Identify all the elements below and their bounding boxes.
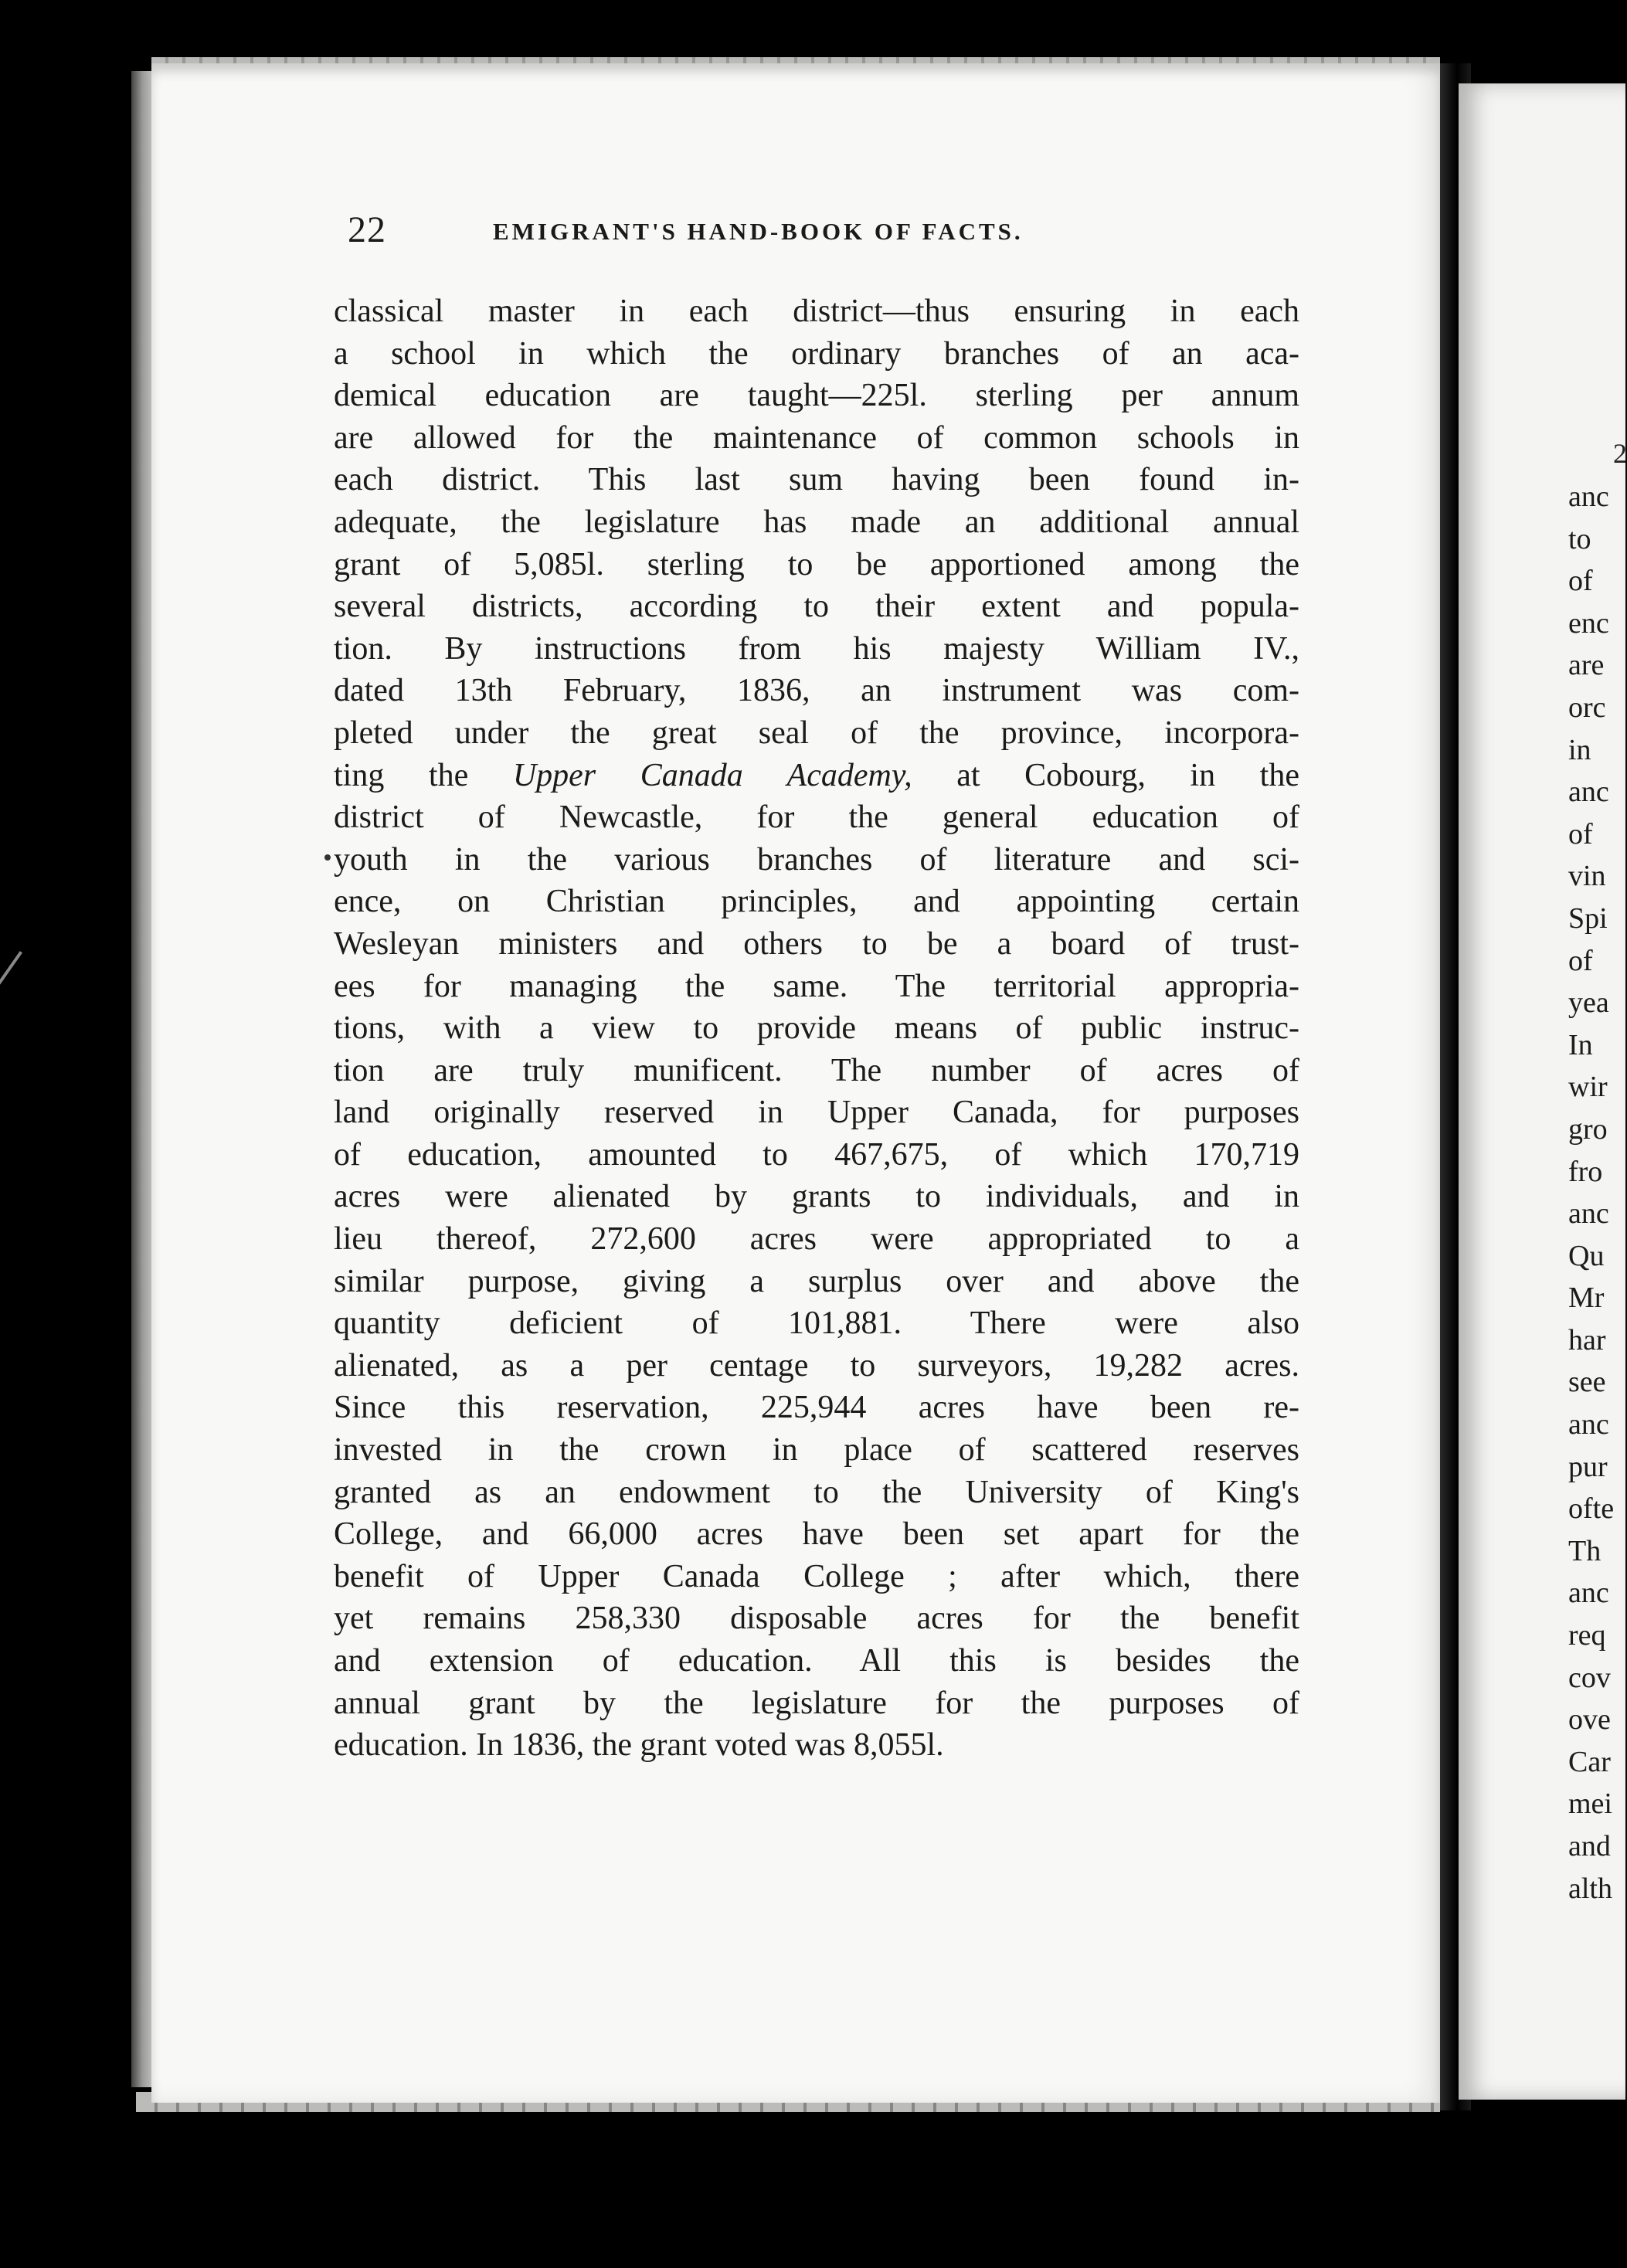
facing-page-line: in — [1568, 733, 1591, 766]
text-line: grant of 5,085l. sterling to be apportioned among the — [334, 546, 1299, 582]
text-line: yet remains 258,330 disposable acres for the benefit — [334, 1601, 1299, 1637]
text-line: of education, amounted to 467,675, of which 170,719 — [334, 1136, 1299, 1173]
facing-page-line: see — [1568, 1366, 1606, 1399]
text-line: granted as an endowment to the University of King's — [334, 1474, 1299, 1510]
facing-page-line: har — [1568, 1323, 1606, 1356]
text-line: demical education are taught—225l. sterling per annum — [334, 378, 1299, 414]
text-line: education. In 1836, the grant voted was 8,055l. — [334, 1727, 944, 1764]
facing-page-line: yea — [1568, 986, 1609, 1020]
text-line: each district. This last sum having been found in- — [334, 462, 1299, 498]
text-line: annual grant by the legislature for the purposes of — [334, 1685, 1299, 1721]
facing-page-line: alth — [1568, 1872, 1612, 1905]
text-line: acres were alienated by grants to individuals, and in — [334, 1179, 1299, 1215]
text-line: quantity deficient of 101,881. There were also — [334, 1305, 1299, 1342]
facing-page-line: anc — [1568, 776, 1609, 809]
facing-page-line: anc — [1568, 1408, 1609, 1441]
text-line: a school in which the ordinary branches of an aca- — [334, 335, 1299, 372]
text-line: tion are truly munificent. The number of acres of — [334, 1052, 1299, 1088]
text-line: Since this reservation, 225,944 acres have been re- — [334, 1390, 1299, 1426]
facing-page-line: vin — [1568, 860, 1606, 893]
facing-page-line: and — [1568, 1830, 1611, 1862]
text-line: ees for managing the same. The territorial appropria- — [334, 968, 1299, 1004]
text-line: benefit of Upper Canada College ; after which, there — [334, 1558, 1299, 1594]
italic-title: Upper Canada Academy, — [512, 757, 912, 793]
text-line: ence, on Christian principles, and appointing certain — [334, 884, 1299, 920]
facing-page-line: wir — [1568, 1071, 1608, 1104]
facing-page-line: of — [1568, 565, 1593, 598]
facing-page-line: pur — [1568, 1450, 1608, 1483]
text-line: invested in the crown in place of scattered reserves — [334, 1432, 1299, 1468]
margin-dot — [324, 854, 331, 861]
facing-page-line: Qu — [1568, 1239, 1605, 1272]
text-line: ting the Upper Canada Academy, at Cobourg, in the — [334, 757, 1299, 793]
facing-page-line: enc — [1568, 606, 1609, 640]
facing-page-line: are — [1568, 649, 1605, 682]
facing-page-line: fro — [1568, 1155, 1603, 1188]
text-line: College, and 66,000 acres have been set apart for the — [334, 1516, 1299, 1553]
text-line: several districts, according to their extent and popula- — [334, 589, 1299, 625]
facing-page-line: of — [1568, 944, 1593, 977]
text-line: similar purpose, giving a surplus over and above the — [334, 1263, 1299, 1299]
text-line: pleted under the great seal of the province, incorpora- — [334, 715, 1299, 751]
running-head — [348, 209, 1298, 255]
facing-page-line: orc — [1568, 691, 1606, 724]
text-line: are allowed for the maintenance of common schools in — [334, 419, 1299, 456]
facing-page-line-starts — [1568, 476, 1614, 1910]
facing-page-line: cov — [1568, 1661, 1611, 1694]
text-line: Wesleyan ministers and others to be a board of trust- — [334, 925, 1299, 962]
facing-page-mark: 2 — [1613, 438, 1627, 469]
facing-page-line: Th — [1568, 1534, 1602, 1567]
facing-page-line: mei — [1568, 1788, 1612, 1821]
text-line: lieu thereof, 272,600 acres were appropriated to a — [334, 1221, 1299, 1258]
facing-page-line: anc — [1568, 1197, 1609, 1231]
text-line: and extension of education. All this is besides the — [334, 1643, 1299, 1679]
facing-page-line: ove — [1568, 1703, 1611, 1737]
page-number: 22 — [348, 209, 386, 250]
text-line: adequate, the legislature has made an additional annual — [334, 504, 1299, 540]
facing-page-line: anc — [1568, 480, 1609, 513]
text-line: land originally reserved in Upper Canada, for purposes — [334, 1095, 1299, 1131]
facing-page-line: In — [1568, 1028, 1593, 1061]
facing-page-line: req — [1568, 1619, 1606, 1652]
facing-page-line: of — [1568, 817, 1593, 850]
text-line: classical master in each district—thus ensuring in each — [334, 294, 1299, 329]
text-line: dated 13th February, 1836, an instrument was com- — [334, 673, 1299, 709]
body-text — [334, 290, 1299, 1767]
facing-page-line: Mr — [1568, 1282, 1605, 1315]
text-line: district of Newcastle, for the general education of — [334, 800, 1299, 836]
facing-page-line: Spi — [1568, 901, 1608, 935]
facing-page-line: ofte — [1568, 1492, 1615, 1526]
text-line: tion. By instructions from his majesty William IV., — [334, 630, 1299, 667]
facing-page-line: gro — [1568, 1112, 1608, 1146]
facing-page-line: to — [1568, 522, 1591, 555]
text-line: alienated, as a per centage to surveyors, 19,282 acres. — [334, 1347, 1299, 1384]
facing-page — [1459, 83, 1625, 2100]
running-title: EMIGRANT'S HAND-BOOK OF FACTS. — [493, 218, 1024, 245]
text-line: tions, with a view to provide means of public instruc- — [334, 1010, 1299, 1047]
facing-page-line: Car — [1568, 1745, 1611, 1778]
text-line: youth in the various branches of literature and sci- — [334, 841, 1299, 878]
facing-page-line: anc — [1568, 1577, 1609, 1610]
